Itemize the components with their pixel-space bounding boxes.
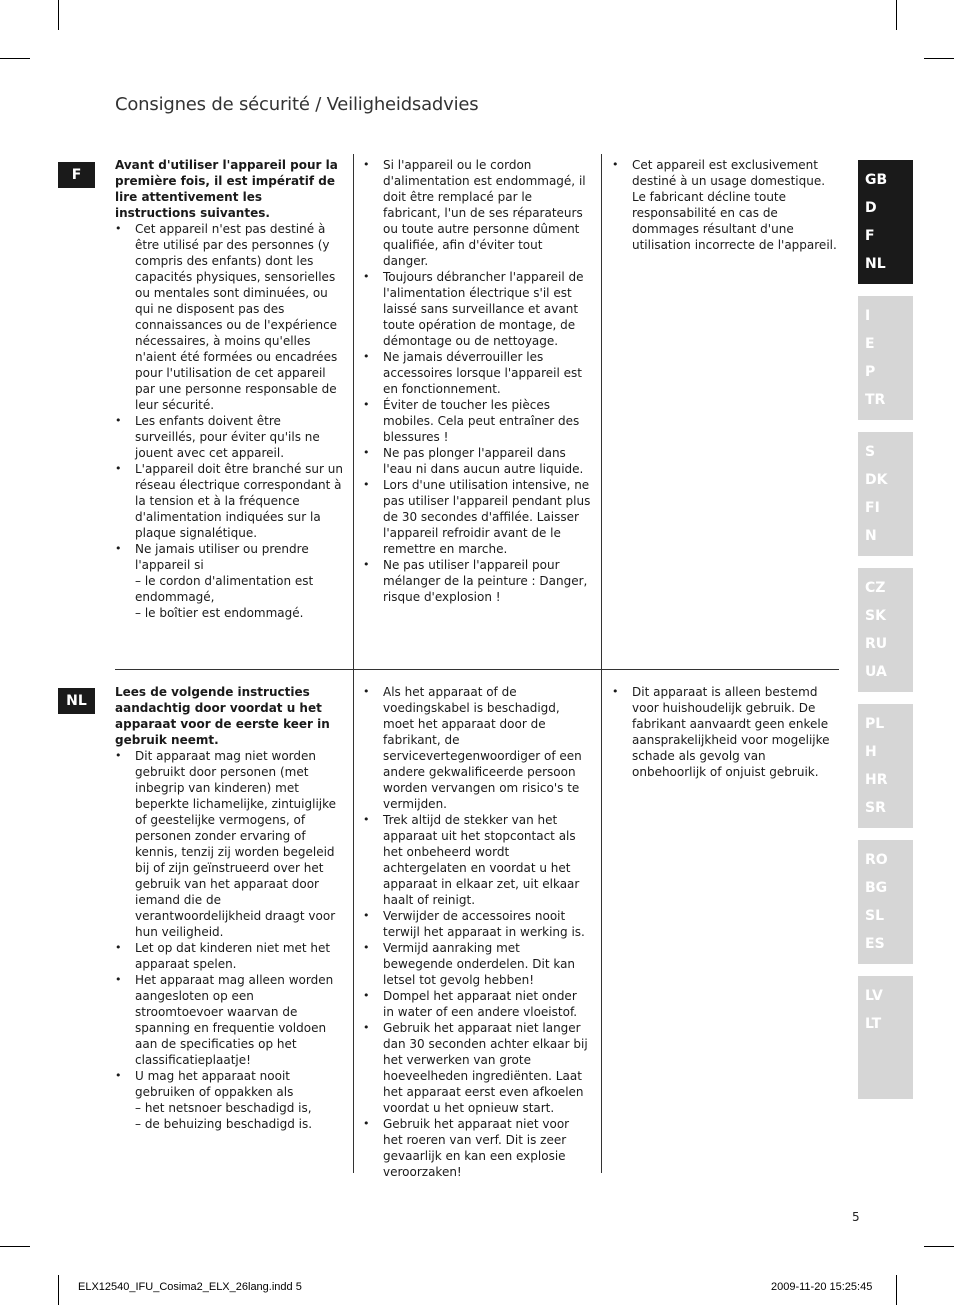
language-tab-group[interactable] [858, 976, 913, 1099]
language-tab-group[interactable] [858, 704, 913, 828]
language-tab-bg[interactable]: BG [865, 880, 888, 896]
nl-column-2 [363, 684, 591, 1180]
list-item: • L'appareil doit être branché sur un réseau électrique correspondant à la tension et à la fréquence d'alimentation indiquées sur la plaque signalétique. [115, 461, 343, 541]
list-item: • Les enfants doivent être surveillés, pour éviter qu'ils ne jouent avec cet appareil. [115, 413, 343, 461]
sub-item: – le boîtier est endommagé. [135, 606, 304, 620]
language-tab-sl[interactable]: SL [865, 908, 885, 924]
list-item: • Éviter de toucher les pièces mobiles. Cela peut entraîner des blessures ! [363, 397, 591, 445]
page-number: 5 [852, 1210, 860, 1224]
language-tab-tr[interactable]: TR [865, 392, 886, 408]
language-tab-cz[interactable]: CZ [865, 580, 886, 596]
language-tab-e[interactable]: E [865, 336, 875, 352]
nl-list-1 [115, 748, 343, 1132]
page-title: Consignes de sécurité / Veiligheidsadvies [115, 94, 479, 115]
nl-column-1 [115, 684, 343, 1132]
language-tab-group[interactable] [858, 568, 913, 692]
language-tab-gb[interactable]: GB [865, 172, 888, 188]
nl-list-2 [363, 684, 591, 1180]
list-item: • Gebruik het apparaat niet voor het roeren van verf. Dit is zeer gevaarlijk en kan een explosie veroorzaken! [363, 1116, 591, 1180]
list-item: • Cet appareil est exclusivement destiné à un usage domestique. Le fabricant décline toute responsabilité en cas de dommages résultant d'une utilisation incorrecte de l'appareil. [612, 157, 840, 253]
language-tab-ro[interactable]: RO [865, 852, 888, 868]
fr-column-3 [612, 157, 840, 253]
language-tab-group[interactable] [858, 432, 913, 556]
sub-item: – het netsnoer beschadigd is, [135, 1101, 312, 1115]
sub-item: – de behuizing beschadigd is. [135, 1117, 313, 1131]
list-item: • Vermijd aanraking met bewegende onderdelen. Dit kan letsel tot gevolg hebben! [363, 940, 591, 988]
list-item: • Trek altijd de stekker van het apparaat uit het stopcontact als het onbeheerd wordt achtergelaten en voordat u het apparaat in elkaar zet, uit elkaar haalt of reinigt. [363, 812, 591, 908]
list-item [115, 541, 343, 621]
crop-mark [924, 58, 954, 59]
language-tab-d[interactable]: D [865, 200, 877, 216]
language-label-fr: F [58, 162, 95, 188]
list-item: • Dit apparaat is alleen bestemd voor huishoudelijk gebruik. De fabrikant aanvaardt geen enkele aansprakelijkheid voor mogelijke schade als gevolg van onbehoorlijk of onjuist gebruik. [612, 684, 840, 780]
language-tab-hr[interactable]: HR [865, 772, 888, 788]
fr-column-1 [115, 157, 343, 621]
language-tab-dk[interactable]: DK [865, 472, 888, 488]
list-item-text: U mag het apparaat nooit gebruiken of oppakken als [135, 1069, 294, 1099]
language-tab-sr[interactable]: SR [865, 800, 886, 816]
list-item: • Als het apparaat of de voedingskabel is beschadigd, moet het apparaat door de fabrikant, de servicevertegenwoordiger of een andere gekwalificeerde persoon worden vervangen om risico's te vermijden. [363, 684, 591, 812]
fr-intro: Avant d'utiliser l'appareil pour la première fois, il est impératif de lire attentivement les instructions suivantes. [115, 158, 338, 220]
list-item: • Ne pas utiliser l'appareil pour mélanger de la peinture : Danger, risque d'explosion ! [363, 557, 591, 605]
language-tab-fi[interactable]: FI [865, 500, 880, 516]
language-tab-ru[interactable]: RU [865, 636, 888, 652]
language-tab-pl[interactable]: PL [865, 716, 885, 732]
fr-list-3 [612, 157, 840, 253]
list-item [115, 1068, 343, 1132]
footer-timestamp: 2009-11-20 15:25:45 [771, 1281, 873, 1293]
crop-mark [896, 0, 897, 30]
language-tab-n[interactable]: N [865, 528, 877, 544]
footer-filename: ELX12540_IFU_Cosima2_ELX_26lang.indd 5 [78, 1281, 302, 1293]
language-tab-lv[interactable]: LV [865, 988, 883, 1004]
crop-mark [0, 58, 30, 59]
fr-list-1 [115, 221, 343, 621]
list-item: • Gebruik het apparaat niet langer dan 30 seconden achter elkaar bij het verwerken van grote hoeveelheden ingrediënten. Laat het apparaat eerst even afkoelen voordat u het opnieuw start. [363, 1020, 591, 1116]
column-divider [353, 154, 354, 669]
language-tab-h[interactable]: H [865, 744, 877, 760]
column-divider [601, 154, 602, 669]
list-item: • Verwijder de accessoires nooit terwijl het apparaat in werking is. [363, 908, 591, 940]
crop-mark [924, 1246, 954, 1247]
language-tab-f[interactable]: F [865, 228, 875, 244]
nl-list-3 [612, 684, 840, 780]
list-item: • Dit apparaat mag niet worden gebruikt door personen (met inbegrip van kinderen) met beperkte lichamelijke, zintuiglijke of geestelijke vermogens, of personen zonder ervaring of kennis, tenzij zij worden begeleid bij of zijn geïnstrueerd over het gebruik van het apparaat door iemand die de verantwoordelijkheid draagt voor hun veiligheid. [115, 748, 343, 940]
language-tab-es[interactable]: ES [865, 936, 885, 952]
language-tab-group[interactable] [858, 296, 913, 420]
language-tab-nl[interactable]: NL [865, 256, 886, 272]
nl-column-3 [612, 684, 840, 780]
list-item: • Lors d'une utilisation intensive, ne pas utiliser l'appareil pendant plus de 30 secondes d'affilée. Laisser l'appareil refroidir avant de le remettre en marche. [363, 477, 591, 557]
list-item: • Toujours débrancher l'appareil de l'alimentation électrique s'il est laissé sans surveillance et avant toute opération de montage, de démontage ou de nettoyage. [363, 269, 591, 349]
column-divider [601, 670, 602, 1173]
language-tab-group-active[interactable] [858, 160, 913, 284]
language-tab-p[interactable]: P [865, 364, 876, 380]
list-item: • Dompel het apparaat niet onder in water of een andere vloeistof. [363, 988, 591, 1020]
language-tab-s[interactable]: S [865, 444, 876, 460]
list-item: • Cet appareil n'est pas destiné à être utilisé par des personnes (y compris des enfants) dont les capacités physiques, sensorielles ou mentales sont diminuées, ou qui ne disposent pas des connaissances ou de l'expérience nécessaires, à moins qu'elles n'aient été formées ou encadrées pour l'utilisation de cet appareil par une personne responsable de leur sécurité. [115, 221, 343, 413]
list-item: • Let op dat kinderen niet met het apparaat spelen. [115, 940, 343, 972]
fr-list-2 [363, 157, 591, 605]
crop-mark [0, 1246, 30, 1247]
sub-item: – le cordon d'alimentation est endommagé, [135, 574, 314, 604]
list-item: • Si l'appareil ou le cordon d'alimentation est endommagé, il doit être remplacé par le fabricant, l'un de ses réparateurs ou toute autre personne dûment qualifiée, afin d'éviter tout danger. [363, 157, 591, 269]
list-item: • Ne pas plonger l'appareil dans l'eau ni dans aucun autre liquide. [363, 445, 591, 477]
fr-column-2 [363, 157, 591, 605]
language-tab-i[interactable]: I [865, 308, 871, 324]
language-tab-ua[interactable]: UA [865, 664, 887, 680]
language-tab-group[interactable] [858, 840, 913, 964]
section-divider [115, 669, 839, 670]
crop-mark [896, 1275, 897, 1305]
column-divider [353, 670, 354, 1173]
list-item: • Ne jamais déverrouiller les accessoires lorsque l'appareil est en fonctionnement. [363, 349, 591, 397]
language-tab-lt[interactable]: LT [865, 1016, 882, 1032]
list-item-text: Ne jamais utiliser ou prendre l'appareil si [135, 542, 309, 572]
language-tab-sk[interactable]: SK [865, 608, 886, 624]
nl-intro: Lees de volgende instructies aandachtig door voordat u het apparaat voor de eerste keer in gebruik neemt. [115, 685, 330, 747]
crop-mark [58, 1275, 59, 1305]
language-label-nl: NL [58, 688, 95, 714]
crop-mark [58, 0, 59, 30]
list-item: • Het apparaat mag alleen worden aangesloten op een stroomtoevoer waarvan de spanning en frequentie voldoen aan de specificaties op het classificatieplaatje! [115, 972, 343, 1068]
